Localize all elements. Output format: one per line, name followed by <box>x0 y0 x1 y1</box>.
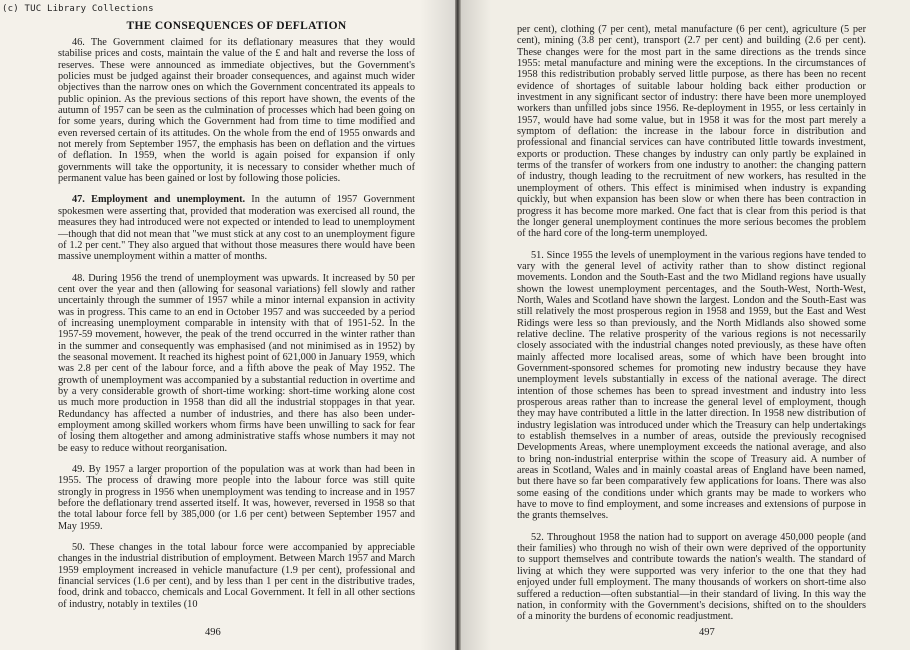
section-title: THE CONSEQUENCES OF DEFLATION <box>126 20 347 32</box>
paragraph-52: 52. Throughout 1958 the nation had to support on average 450,000 people (and their families) who through no wish of their own were deprived of the opportunity to support themselves and contribute towards the nation's wealth. The standard of living at which they were supported was very inferior to the one that they had enjoyed under full employment. The many thousands of workers on short-time also suffered a reduction—often substantial—in their standard of living. In this way the nation, in conformity with the Government's decisions, shifted on to the shoulders of a minority the burdens of economic readjustment. <box>517 531 866 623</box>
paragraph-47-heading: 47. Employment and unemployment. <box>72 194 246 206</box>
watermark-text: (c) TUC Library Collections <box>2 4 154 14</box>
paragraph-51: 51. Since 1955 the levels of unemployment in the various regions have tended to vary with the general level of activity rather than to show distinct regional movements. London and the South-East and the two Midland regions have usually shown the lowest unemployment percentages, and the South-West, North-West, North, Wales and Scotland have shown the largest. London and the South-East was still relatively the most prosperous region in 1958 and 1959, but the East and West Ridings were less so than previously, and the North Midlands also showed some relative decline. The relative prosperity of the various regions is not necessarily closely associated with the industrial changes noted previously, as these have often mainly affected more localised areas, some of which have been brought into Government-sponsored schemes for promoting new industry because they have unemployment levels substantially in excess of the national average. The direct intention of those schemes has been to spread investment and industry into less prosperous areas rather than to increase the general level of employment, though they may have contributed a little in the latter direction. In 1958 new distribution of industry legislation was introduced under which the Treasury can help undertakings to establish themselves in a number of areas, outside the previously recognised Developments Areas, where unemployment exceeds the national average, and also to bring non-industrial enterprise within the scope of Treasury aid. A number of areas in Scotland, Wales and in mainly coastal areas of England have been named, but there have so far been comparatively few applications for loans. There was also some easing of the conditions under which grants may be made to workers who have to move to find employment, and some increases and extensions of purpose in the grants themselves. <box>517 249 866 522</box>
page-number-left: 496 <box>205 627 221 638</box>
paragraph-49: 49. By 1957 a larger proportion of the population was at work than had been in 1955. The process of drawing more people into the labour force was still quite strongly in progress in 1956 when unemployment was tending to increase and in 1957 before the deflationary trend asserted itself. It was, however, reversed in 1958 so that the total labour force fell by 385,000 (or 1.6 per cent) between September 1957 and May 1959. <box>58 464 415 532</box>
paragraph-50-continued: per cent), clothing (7 per cent), metal manufacture (6 per cent), agriculture (5 per cent), mining (3.8 per cent), transport (2.7 per cent) and building (2.6 per cent). These changes were for the most part in the same directions as the trends since 1955: metal manufacture and mining were the exceptions. In the circumstances of 1958 this redistribution probably served little purpose, as there has been no recent evidence of shortages of suitable labour holding back either production or investment in any significant sector of industry: there have been more unemployed workers than unfilled jobs since 1956. Re-deployment in 1955, or less certainly in 1957, would have had some value, but in 1958 it was for the most part merely a symptom of deflation: the increase in the labour force in distribution and professional and financial services can have contributed little towards investment, exports or production. These changes by industry can only partly be explained in terms of the transfer of workers from one industry to another: the changing pattern of industry, though leading to the recruitment of new workers, has resulted in the unemployment of others. This effect is minimised when industry is expanding quickly, but when expansion has been slow or when there has been contraction in progress it has become more marked. One fact that is clear from this period is that the longer general unemployment continues the more serious becomes the problem of the hard core of the long-term unemployed. <box>517 24 866 240</box>
paragraph-50: 50. These changes in the total labour force were accompanied by appreciable changes in the industrial distribution of employment. Between March 1957 and March 1959 employment increased in vehicle manufacture (1.9 per cent), professional and financial services (1.6 per cent), and by less than 1 per cent in the distributive trades, food, drink and tobacco, chemicals and Local Government. It fell in all other sections of industry, notably in textiles (10 <box>58 542 415 610</box>
paragraph-47-body: In the autumn of 1957 Government spokesmen were asserting that, provided that moderation was exercised all round, the measures they had introduced were not expected or intended to lead to unemployment—though that did not mean that "we must stick at any cost to an unemployment figure of 1.2 per cent." They also argued that without those measures there would have been massive unemployment within a matter of months. <box>58 194 415 263</box>
paragraph-47 <box>58 194 415 262</box>
page-number-right: 497 <box>699 627 715 638</box>
paragraph-46: 46. The Government claimed for its deflationary measures that they would stabilise prices and costs, maintain the value of the £ and halt and reverse the loss of reserves. These were announced as immediate objectives, but the Government's policies must be judged against their broader consequences, and against much wider objectives than the narrow ones on which the Government concentrated its appeals to public opinion. As the previous sections of this report have shown, the events of the autumn of 1957 can be seen as the culmination of processes which had been going on for some years, during which the Government had from time to time modified and even reversed certain of its attitudes. On the whole from the end of 1955 onwards and not merely from September 1957, the emphasis has been on deflation and the virtues of deflation. In 1959, when the world is again poised for expansion if only governments will take the opportunity, it is necessary to consider whether much of permanent value has been gained or lost by following those policies. <box>58 37 415 185</box>
paragraph-48: 48. During 1956 the trend of unemployment was upwards. It increased by 50 per cent over the year and then (allowing for seasonal variations) fell slowly and rather uncertainly through the summer of 1957 while a minor internal expansion in activity was in progress. This came to an end in October 1957 and was succeeded by a period of increasing unemployment comparable in intensity with that of 1951-52. In the 1957-59 movement, however, the peak of the trend occurred in the winter rather than in the summer and consequently was emphasised (and not minimised as in 1952) by the seasonal movement. It reached its highest point of 621,000 in January 1959, which was 2.8 per cent of the labour force, and a fifth above the peak of May 1952. The growth of unemployment was accompanied by a substantial reduction in overtime and by a very considerable growth of short-time working: short-time working alone cost us much more production in 1958 than did all the industrial stoppages in that year. Redundancy has affected a number of industries, and there has also been under-employment among skilled workers whom firms have been unwilling to sack for fear of losing them altogether and among administrative staffs whose numbers it may not be easy to reduce without reorganisation. <box>58 272 415 454</box>
right-page <box>461 0 910 650</box>
